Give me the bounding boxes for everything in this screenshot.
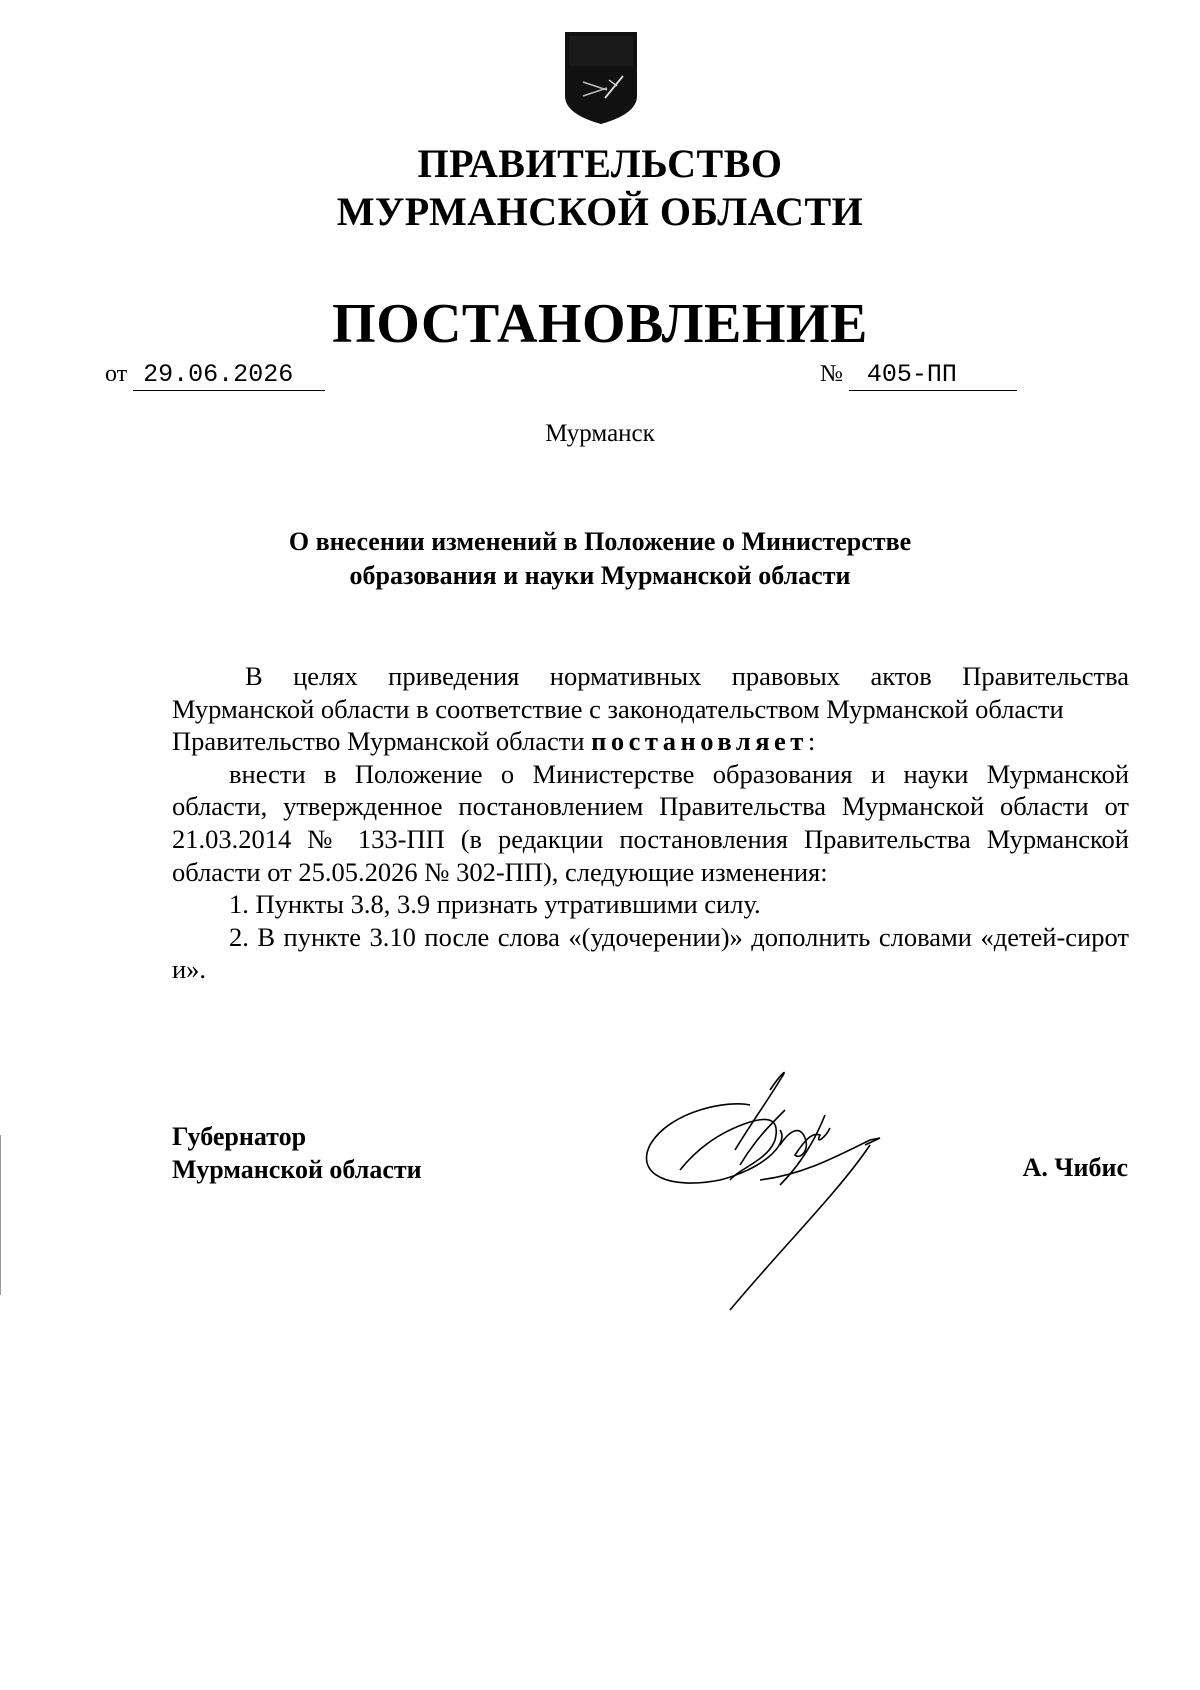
intro-paragraph: внести в Положение о Министерстве образования и науки Мурманской области, утвержденное постановлением Правительства Мурманской области от 21.03.2014 № 133-ПП (в редакции постановления Правительства Мурманской области от 25.05.2026 № 302-ПП), следующие изменения:: [172, 758, 1129, 887]
subject-line1: О внесении изменений в Положение о Министерстве: [288, 527, 912, 556]
resolves-keyword: постановляет: [591, 726, 808, 757]
document-number: 405-ПП: [849, 360, 1017, 391]
signatory-title-line2: Мурманской области: [172, 1155, 422, 1184]
resolves-suffix: :: [807, 726, 816, 757]
signatory-title-line1: Губернатор: [172, 1122, 307, 1151]
handwritten-signature: [630, 1050, 910, 1340]
document-date: 29.06.2026: [133, 360, 325, 391]
list-item: 2. В пункте 3.10 после слова «(удочерении)» дополнить словами «детей-сирот и».: [172, 921, 1129, 985]
date-field: [105, 360, 325, 391]
city-name: Мурманск: [545, 420, 655, 447]
organization-name-line1: ПРАВИТЕЛЬСТВО: [417, 141, 783, 186]
subject-line2: образования и науки Мурманской области: [349, 561, 851, 590]
coat-of-arms-emblem: [561, 30, 641, 126]
date-prefix: от: [105, 361, 128, 387]
resolves-prefix: Правительство Мурманской области: [172, 726, 592, 757]
document-body: [172, 660, 1129, 986]
document-subject: [0, 525, 1200, 593]
organization-name-line2: МУРМАНСКОЙ ОБЛАСТИ: [336, 189, 864, 234]
preamble-paragraph: В целях приведения нормативных правовых актов Правительства Мурманской области в соответствие с законодательством Мурманской области: [172, 661, 1129, 724]
list-item: 1. Пункты 3.8, 3.9 признать утратившими силу.: [229, 889, 761, 920]
number-prefix: №: [820, 361, 843, 387]
scan-edge-line: [0, 1135, 1, 1295]
document-type-title: ПОСТАНОВЛЕНИЕ: [332, 293, 868, 355]
signatory-name: А. Чибис: [1022, 1153, 1128, 1182]
resolution-paragraph: [172, 725, 1129, 758]
signatory-title: [172, 1120, 422, 1186]
number-field: [820, 360, 1017, 391]
